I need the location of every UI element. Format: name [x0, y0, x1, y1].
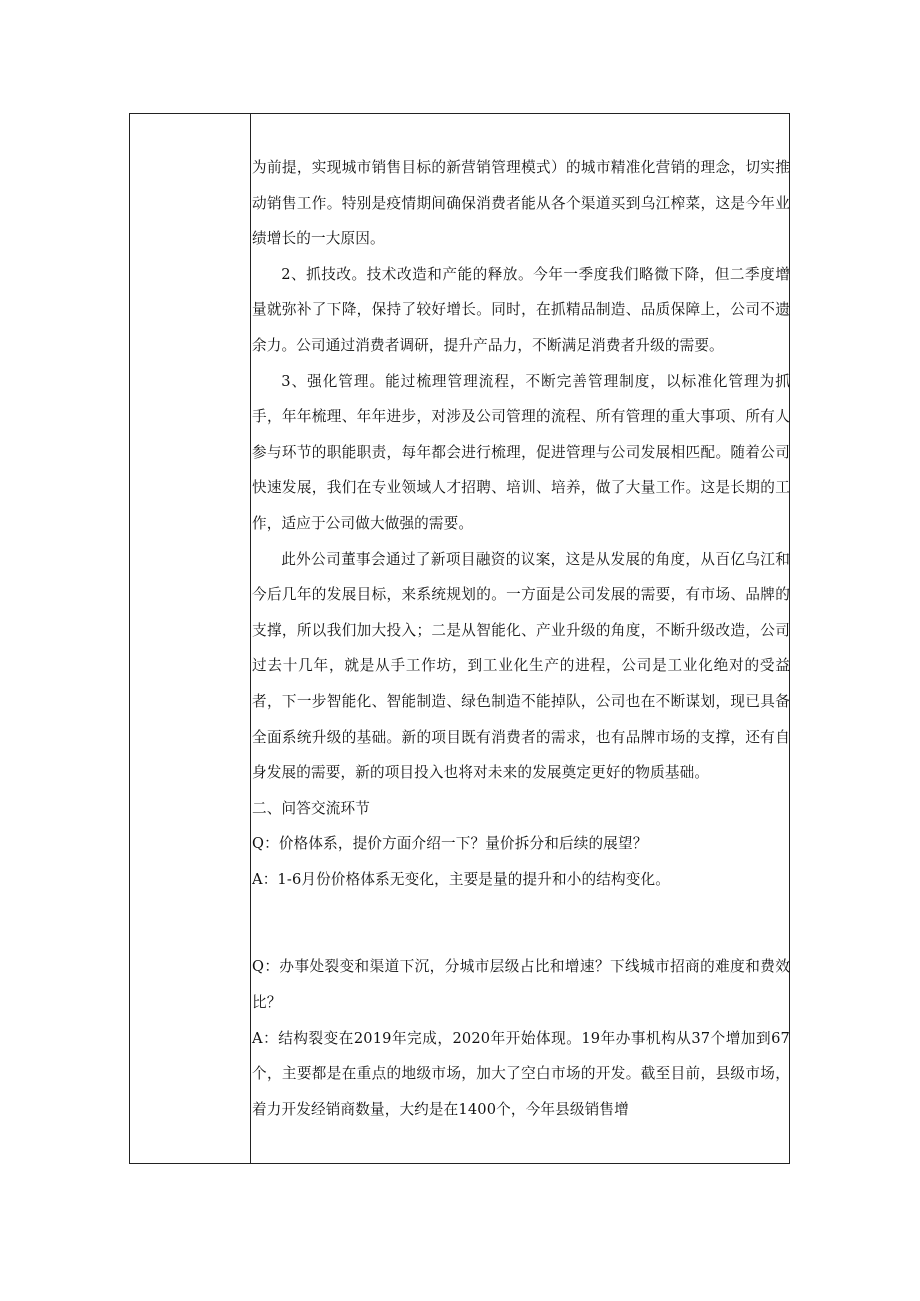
section-heading-qa: 二、问答交流环节 [252, 799, 370, 817]
answer-office-expansion: A：结构裂变在2019年完成，2020年开始体现。19年办事机构从37个增加到67个，主要都是在重点的地级市场，加大了空白市场的开发。截至目前，县级市场，着力开发经销商数量，大约是在1400个，今年县级销售增 [252, 1029, 790, 1118]
answer-price-system: A：1-6月份价格体系无变化，主要是量的提升和小的结构变化。 [252, 870, 670, 888]
paragraph-tech-upgrade: 2、抓技改。技术改造和产能的释放。今年一季度我们略微下降，但二季度增量就弥补了下降，保持了较好增长。同时，在抓精品制造、品质保障上，公司不遗余力。公司通过消费者调研，提升产品力，不断满足消费者升级的需要。 [252, 265, 790, 354]
table-left-column [130, 114, 251, 1163]
document-table [129, 113, 790, 1164]
paragraph-new-project: 此外公司董事会通过了新项目融资的议案，这是从发展的角度，从百亿乌江和今后几年的发展目标，来系统规划的。一方面是公司发展的需要，有市场、品牌的支撑，所以我们加大投入；二是从智能化、产业升级的角度，不断升级改造，公司过去十几年，就是从手工作坊，到工业化生产的进程，公司是工业化绝对的受益者，下一步智能化、智能制造、绿色制造不能掉队，公司也在不断谋划，现已具备全面系统升级的基础。新的项目既有消费者的需求，也有品牌市场的支撑，还有自身发展的需要，新的项目投入也将对未来的发展奠定更好的物质基础。 [252, 550, 790, 782]
question-office-expansion: Q：办事处裂变和渠道下沉，分城市层级占比和增速？下线城市招商的难度和费效比？ [252, 958, 790, 1012]
document-body [252, 150, 790, 1127]
table-right-column [251, 114, 789, 1163]
blank-spacer [252, 897, 790, 949]
paragraph-intro-continued: 为前提，实现城市销售目标的新营销管理模式）的城市精准化营销的理念，切实推动销售工作。特别是疫情期间确保消费者能从各个渠道买到乌江榨菜，这是今年业绩增长的一大原因。 [252, 159, 790, 248]
question-price-system: Q：价格体系，提价方面介绍一下？量价拆分和后续的展望？ [252, 835, 648, 853]
paragraph-management: 3、强化管理。能过梳理管理流程，不断完善管理制度，以标准化管理为抓手，年年梳理、年年进步，对涉及公司管理的流程、所有管理的重大事项、所有人参与环节的职能职责，每年都会进行梳理，促进管理与公司发展相匹配。随着公司快速发展，我们在专业领域人才招聘、培训、培养，做了大量工作。这是长期的工作，适应于公司做大做强的需要。 [252, 372, 790, 532]
